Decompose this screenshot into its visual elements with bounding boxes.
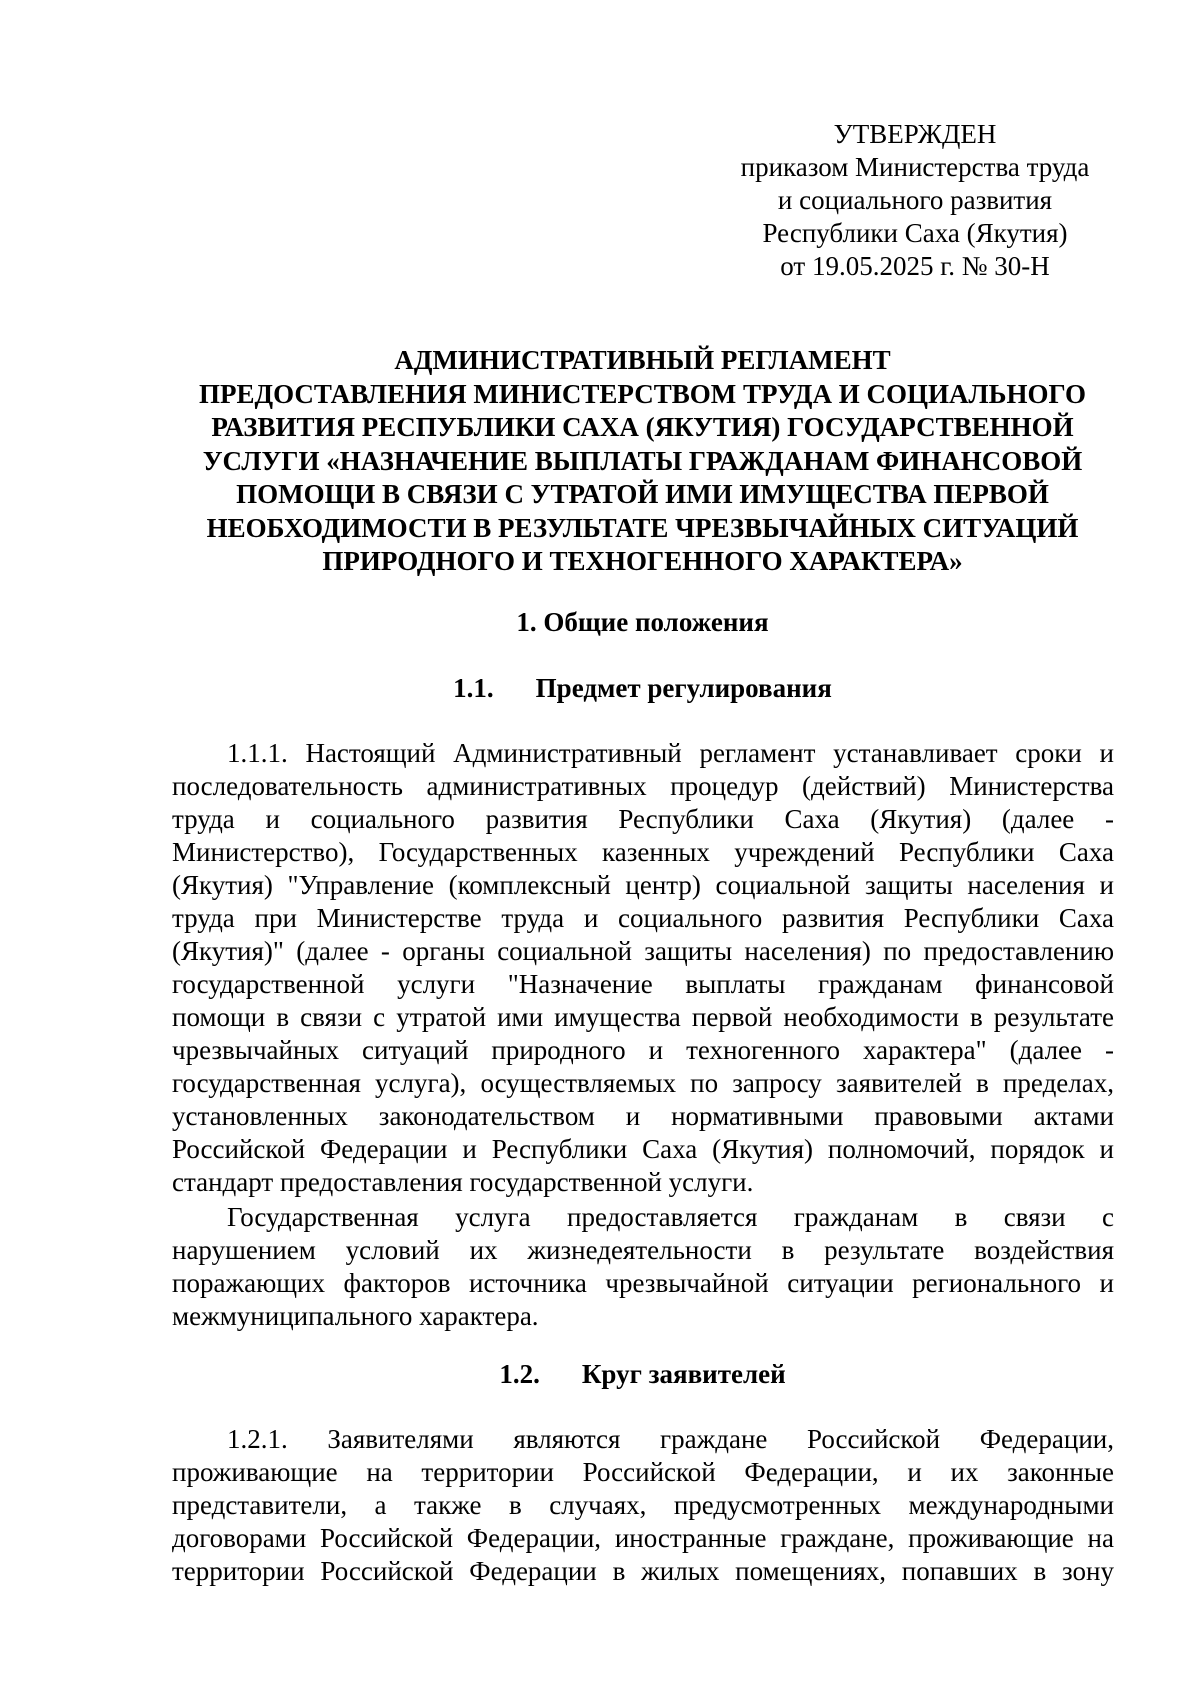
paragraph-line: поражающих факторов источника чрезвычайной ситуации регионального и — [172, 1268, 1114, 1298]
paragraph-line: стандарт предоставления государственной услуги. — [172, 1167, 754, 1197]
approval-line: УТВЕРЖДЕН — [833, 119, 997, 149]
approval-line: от 19.05.2025 г. № 30-Н — [780, 251, 1050, 281]
paragraph-line: Российской Федерации и Республики Саха (Якутия) полномочий, порядок и — [172, 1134, 1114, 1164]
paragraph-line: помощи в связи с утратой ими имущества первой необходимости в результате — [172, 1002, 1114, 1032]
paragraph-line: проживающие на территории Российской Федерации, и их законные — [172, 1457, 1114, 1487]
subsection-number: 1.2. — [499, 1359, 540, 1389]
title-line: НЕОБХОДИМОСТИ В РЕЗУЛЬТАТЕ ЧРЕЗВЫЧАЙНЫХ СИТУАЦИЙ — [206, 512, 1079, 543]
title-line: ПОМОЩИ В СВЯЗИ С УТРАТОЙ ИМИ ИМУЩЕСТВА ПЕРВОЙ — [236, 479, 1049, 509]
paragraph-1-2-1 — [172, 1423, 1114, 1588]
paragraph-line: труда и социального развития Республики Саха (Якутия) (далее - — [172, 804, 1114, 834]
section-heading-general: 1. Общие положения — [516, 607, 769, 637]
paragraph-line: нарушением условий их жизнедеятельности в результате воздействия — [172, 1235, 1114, 1265]
paragraph-line: (Якутия) "Управление (комплексный центр) социальной защиты населения и — [172, 870, 1114, 900]
subsection-title: Предмет регулирования — [535, 673, 832, 703]
title-line: ПРИРОДНОГО И ТЕХНОГЕННОГО ХАРАКТЕРА» — [322, 546, 963, 576]
paragraph-line: установленных законодательством и нормативными правовыми актами — [172, 1101, 1114, 1131]
title-line: ПРЕДОСТАВЛЕНИЯ МИНИСТЕРСТВОМ ТРУДА И СОЦИАЛЬНОГО — [199, 378, 1086, 409]
paragraph-line: территории Российской Федерации в жилых помещениях, попавших в зону — [172, 1556, 1114, 1586]
title-line: АДМИНИСТРАТИВНЫЙ РЕГЛАМЕНТ — [394, 345, 891, 375]
document-title — [170, 344, 1115, 579]
paragraph-line: государственная услуга), осуществляемых по запросу заявителей в пределах, — [172, 1068, 1114, 1098]
paragraph-line: Министерство), Государственных казенных учреждений Республики Саха — [172, 837, 1114, 867]
approval-line: Республики Саха (Якутия) — [762, 218, 1068, 248]
paragraph-line: чрезвычайных ситуаций природного и техногенного характера" (далее - — [172, 1035, 1114, 1065]
subsection-heading-applicants — [170, 1358, 1115, 1391]
paragraph-line: представители, а также в случаях, предусмотренных международными — [172, 1490, 1114, 1520]
subsection-heading-regulation-subject — [170, 672, 1115, 705]
paragraph-1-1-1 — [172, 737, 1114, 1199]
paragraph-line: государственной услуги "Назначение выплаты гражданам финансовой — [172, 969, 1114, 999]
paragraph-line: 1.2.1. Заявителями являются граждане Российской Федерации, — [227, 1424, 1114, 1454]
subsection-number: 1.1. — [453, 673, 494, 703]
paragraph-line: труда при Министерстве труда и социального развития Республики Саха — [172, 903, 1114, 933]
paragraph-line: межмуниципального характера. — [172, 1301, 539, 1331]
paragraph-line: 1.1.1. Настоящий Административный регламент устанавливает сроки и — [227, 738, 1114, 768]
subsection-title: Круг заявителей — [581, 1359, 786, 1389]
approval-line: и социального развития — [777, 185, 1053, 215]
approval-line: приказом Министерства труда — [740, 152, 1090, 182]
title-line: УСЛУГИ «НАЗНАЧЕНИЕ ВЫПЛАТЫ ГРАЖДАНАМ ФИНАНСОВОЙ — [202, 445, 1083, 476]
paragraph-service-scope — [172, 1201, 1114, 1333]
title-line: РАЗВИТИЯ РЕСПУБЛИКИ САХА (ЯКУТИЯ) ГОСУДАРСТВЕННОЙ — [211, 412, 1074, 442]
approval-stamp-block — [715, 118, 1115, 283]
paragraph-line: Государственная услуга предоставляется гражданам в связи с — [227, 1202, 1114, 1232]
paragraph-line: договорами Российской Федерации, иностранные граждане, проживающие на — [172, 1523, 1114, 1553]
paragraph-line: (Якутия)" (далее - органы социальной защиты населения) по предоставлению — [172, 936, 1114, 966]
paragraph-line: последовательность административных процедур (действий) Министерства — [172, 771, 1114, 801]
